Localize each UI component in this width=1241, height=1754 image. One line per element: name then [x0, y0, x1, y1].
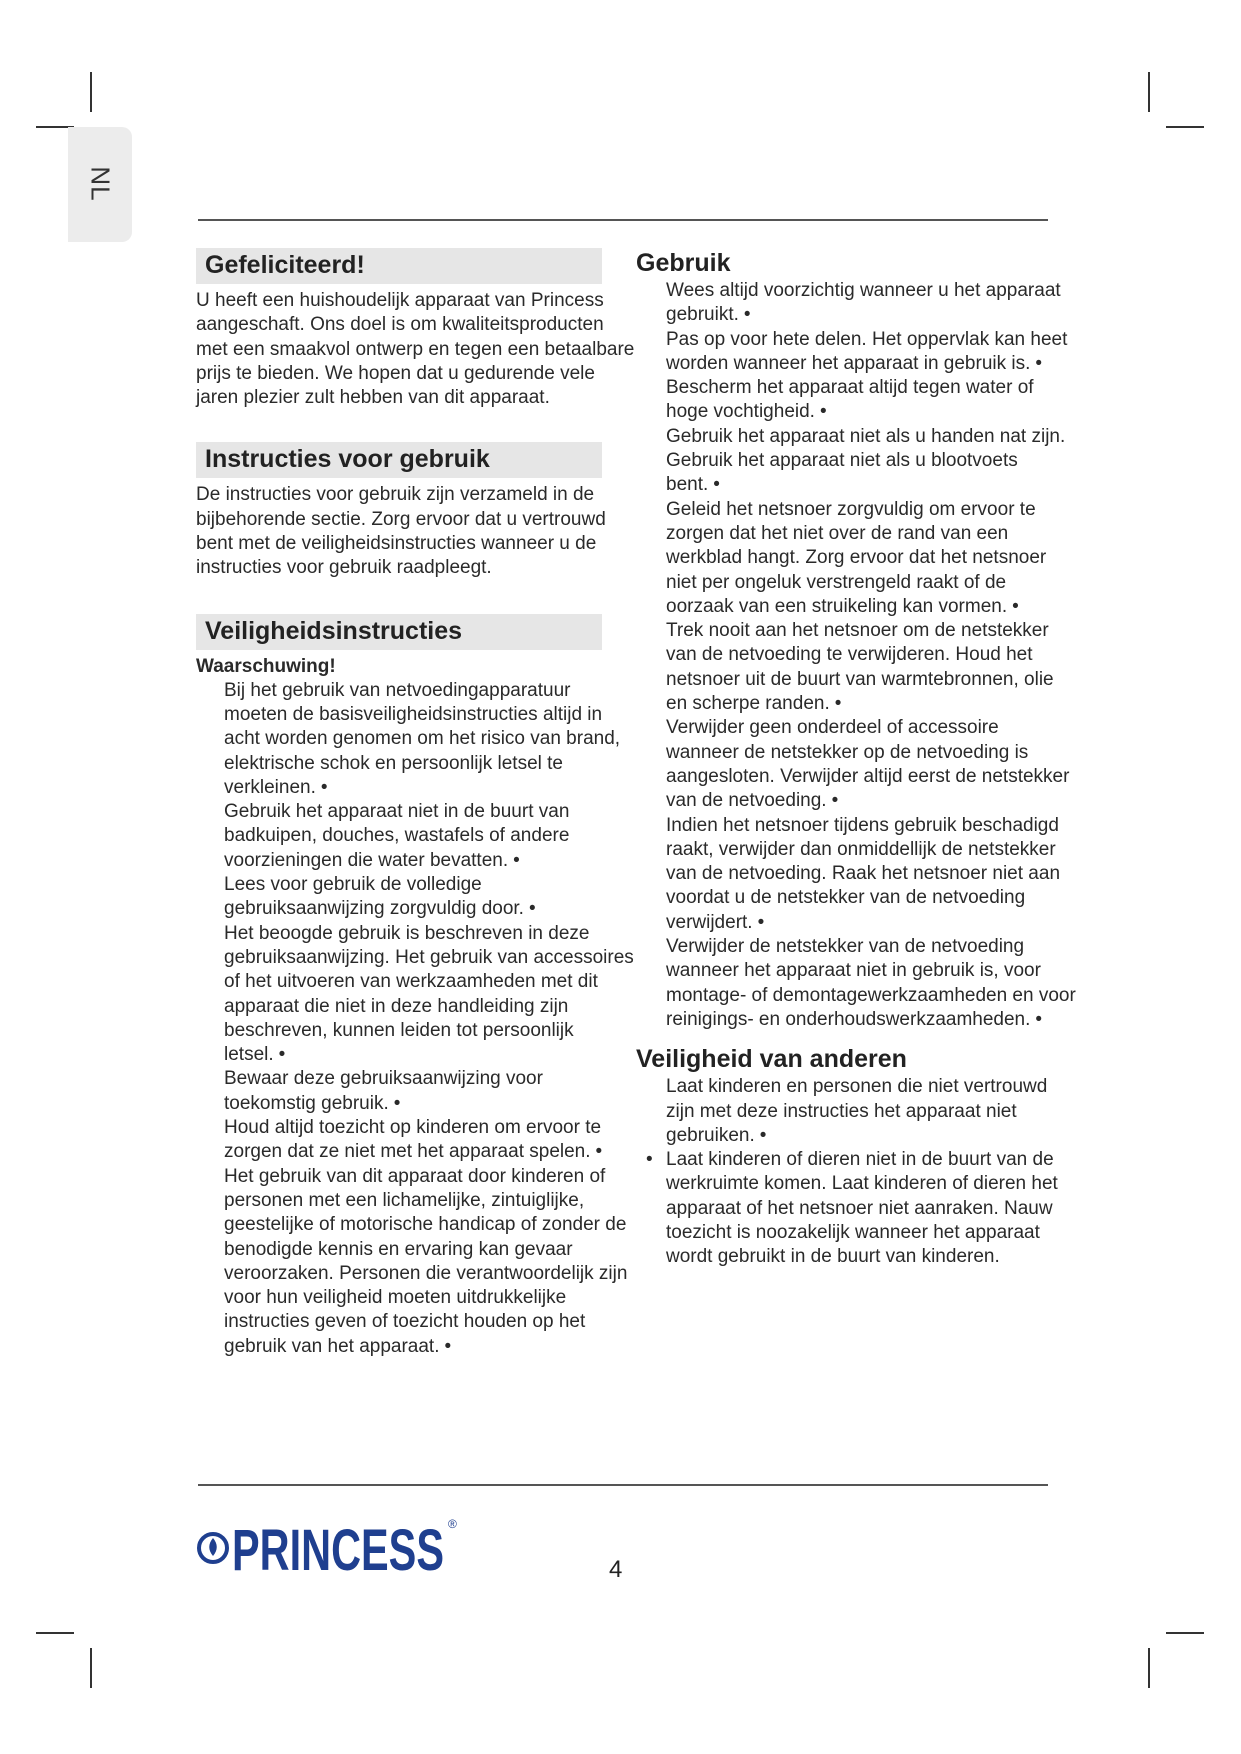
bullet: • [713, 474, 720, 496]
bullet: • [444, 1335, 452, 1357]
list-item-text: Geleid het netsnoer zorgvuldig om ervoor te zorgen dat het niet over de rand van een werkblad hangt. Zorg ervoor dat het netsnoer niet per ongeluk verstrengeld raakt of de oorzaak van een struikeling kan vormen. [666, 498, 1047, 617]
warning-heading: Waarschuwing! [196, 655, 336, 677]
list-item [666, 716, 1076, 813]
list-item-text: Lees voor gebruik de volledige gebruiksaanwijzing zorgvuldig door. [224, 874, 524, 920]
logo-flame-icon [209, 1538, 217, 1556]
list-item [224, 1165, 636, 1359]
list-item [224, 1067, 636, 1116]
princess-logo [196, 1510, 476, 1580]
section-heading-usage: Gebruik [636, 249, 731, 277]
top-rule [198, 219, 1048, 221]
list-item-text: Gebruik het apparaat niet in de buurt van badkuipen, douches, wastafels of andere voorzieningen die water bevatten. [224, 801, 570, 871]
list-item-text: Laat kinderen of dieren niet in de buurt van de werkruimte komen. Laat kinderen of dieren het apparaat of het netsnoer niet aanraken. Nauw toezicht is noozakelijk wanneer het apparaat wordt gebruikt in de buurt van kinderen. [666, 1149, 1058, 1268]
list-item-text: Houd altijd toezicht op kinderen om ervoor te zorgen dat ze niet met het apparaat spelen. [224, 1117, 602, 1163]
bullet: • [393, 1092, 401, 1114]
list-item-text: Het gebruik van dit apparaat door kinderen of personen met een lichamelijke, zintuiglijke, geestelijke of motorische handicap of zonder de benodigde kennis en ervaring kan gevaar veroorzaken. Personen die verantwoordelijk zijn voor hun veiligheid moeten uitdrukkelijke instructies geven of toezicht houden op het gebruik van het apparaat. [224, 1165, 628, 1357]
bullet: • [1012, 595, 1019, 617]
section-heading-others-safety: Veiligheid van anderen [636, 1045, 907, 1074]
list-item-text: Pas op voor hete delen. Het oppervlak kan heet worden wanneer het apparaat in gebruik is. [666, 328, 1068, 374]
list-item [666, 619, 1076, 716]
bullet: • [646, 1149, 653, 1171]
bullet: • [595, 1141, 603, 1163]
bullet: • [759, 1124, 767, 1146]
bullet: • [513, 849, 520, 871]
bullet: • [834, 693, 842, 715]
crop-mark-bottom-left-vertical [90, 1648, 92, 1688]
language-tab-label: NL [85, 166, 116, 202]
bullet: • [757, 911, 765, 933]
list-item [666, 376, 1076, 425]
list-item [666, 935, 1076, 1032]
list-item [224, 873, 636, 922]
bullet: • [1035, 1008, 1043, 1030]
list-item-text: Het beoogde gebruik is beschreven in deze gebruiksaanwijzing. Het gebruik van accessoires of het uitvoeren van werkzaamheden met dit apparaat die niet in deze handleiding zijn beschreven, kunnen leiden tot persoonlijk letsel. [224, 922, 634, 1066]
bullet: • [278, 1044, 286, 1066]
logo-registered-mark: ® [448, 1517, 457, 1531]
bottom-rule [198, 1484, 1048, 1486]
list-item-text: Laat kinderen en personen die niet vertrouwd zijn met deze instructies het apparaat niet gebruiken. [666, 1076, 1048, 1146]
list-item-text: Verwijder geen onderdeel of accessoire wanneer de netstekker op de netvoeding is aangesloten. Verwijder altijd eerst de netstekker van de netvoeding. [666, 717, 1070, 812]
list-item-text: Indien het netsnoer tijdens gebruik beschadigd raakt, verwijder dan onmiddellijk de netstekker van de netvoeding. Raak het netsnoer niet aan voordat u de netstekker van de netvoeding verwijdert. [666, 814, 1061, 933]
list-item-text: Gebruik het apparaat niet als u handen nat zijn. Gebruik het apparaat niet als u blootvoets bent. [666, 425, 1066, 496]
bullet: • [831, 790, 839, 812]
usage-list [636, 279, 1076, 1032]
section-heading-congratulations: Gefeliciteerd! [196, 248, 602, 284]
crop-mark-top-right-vertical [1148, 72, 1150, 112]
bullet: • [819, 401, 827, 423]
section-heading-safety: Veiligheidsinstructies [196, 614, 602, 650]
crop-mark-bottom-right-vertical [1148, 1648, 1150, 1688]
list-item [666, 498, 1076, 619]
list-item [666, 328, 1076, 377]
list-item [224, 800, 636, 873]
crop-mark-bottom-right-horizontal [1166, 1632, 1204, 1634]
right-column [636, 248, 1076, 1270]
list-item-text: Verwijder de netstekker van de netvoeding wanneer het apparaat niet in gebruik is, voor montage- of demontagewerkzaamheden en voor reinigings- en onderhoudswerkzaamheden. [666, 936, 1076, 1030]
list-item-text: Bewaar deze gebruiksaanwijzing voor toekomstig gebruik. [224, 1068, 543, 1114]
list-item [646, 1148, 1076, 1269]
crop-mark-bottom-left-horizontal [36, 1632, 74, 1634]
list-item [666, 279, 1076, 328]
list-item [666, 1075, 1076, 1148]
bullet: • [743, 304, 751, 326]
others-safety-list [636, 1075, 1076, 1269]
crop-mark-top-left-vertical [90, 72, 92, 112]
crop-mark-top-right-horizontal [1166, 126, 1204, 128]
list-item [224, 1116, 636, 1165]
list-item-text: Trek nooit aan het netsnoer om de netstekker van de netvoeding te verwijderen. Houd het netsnoer uit de buurt van warmtebronnen, olie en scherpe randen. [666, 620, 1054, 715]
list-item [224, 679, 636, 800]
list-item [666, 814, 1076, 935]
bullet: • [320, 776, 328, 798]
bullet: • [1035, 352, 1043, 374]
section-heading-instructions: Instructies voor gebruik [196, 442, 602, 478]
page-number: 4 [609, 1556, 623, 1583]
logo-wordmark: PRINCESS [232, 1518, 444, 1580]
list-item [666, 425, 1076, 498]
list-item-text: Bij het gebruik van netvoedingapparatuur moeten de basisveiligheidsinstructies altijd in acht worden genomen om het risico van brand, elektrische schok en persoonlijk letsel te verkleinen. [224, 679, 621, 798]
list-item-text: Bescherm het apparaat altijd tegen water of hoge vochtigheid. [666, 377, 1034, 423]
instructions-text: De instructies voor gebruik zijn verzameld in de bijbehorende sectie. Zorg ervoor dat u vertrouwd bent met de veiligheidsinstructies wanneer u de instructies voor gebruik raadpleegt. [196, 484, 606, 579]
list-item-text: Wees altijd voorzichtig wanneer u het apparaat gebruikt. [666, 280, 1061, 326]
bullet: • [528, 898, 536, 920]
left-column [196, 248, 636, 1359]
list-item [224, 922, 636, 1068]
safety-list [196, 679, 636, 1359]
congratulations-text: U heeft een huishoudelijk apparaat van Princess aangeschaft. Ons doel is om kwaliteitsproducten met een smaakvol ontwerp en tegen een betaalbare prijs te bieden. We hopen dat u gedurende vele jaren plezier zult hebben van dit apparaat. [196, 290, 635, 409]
